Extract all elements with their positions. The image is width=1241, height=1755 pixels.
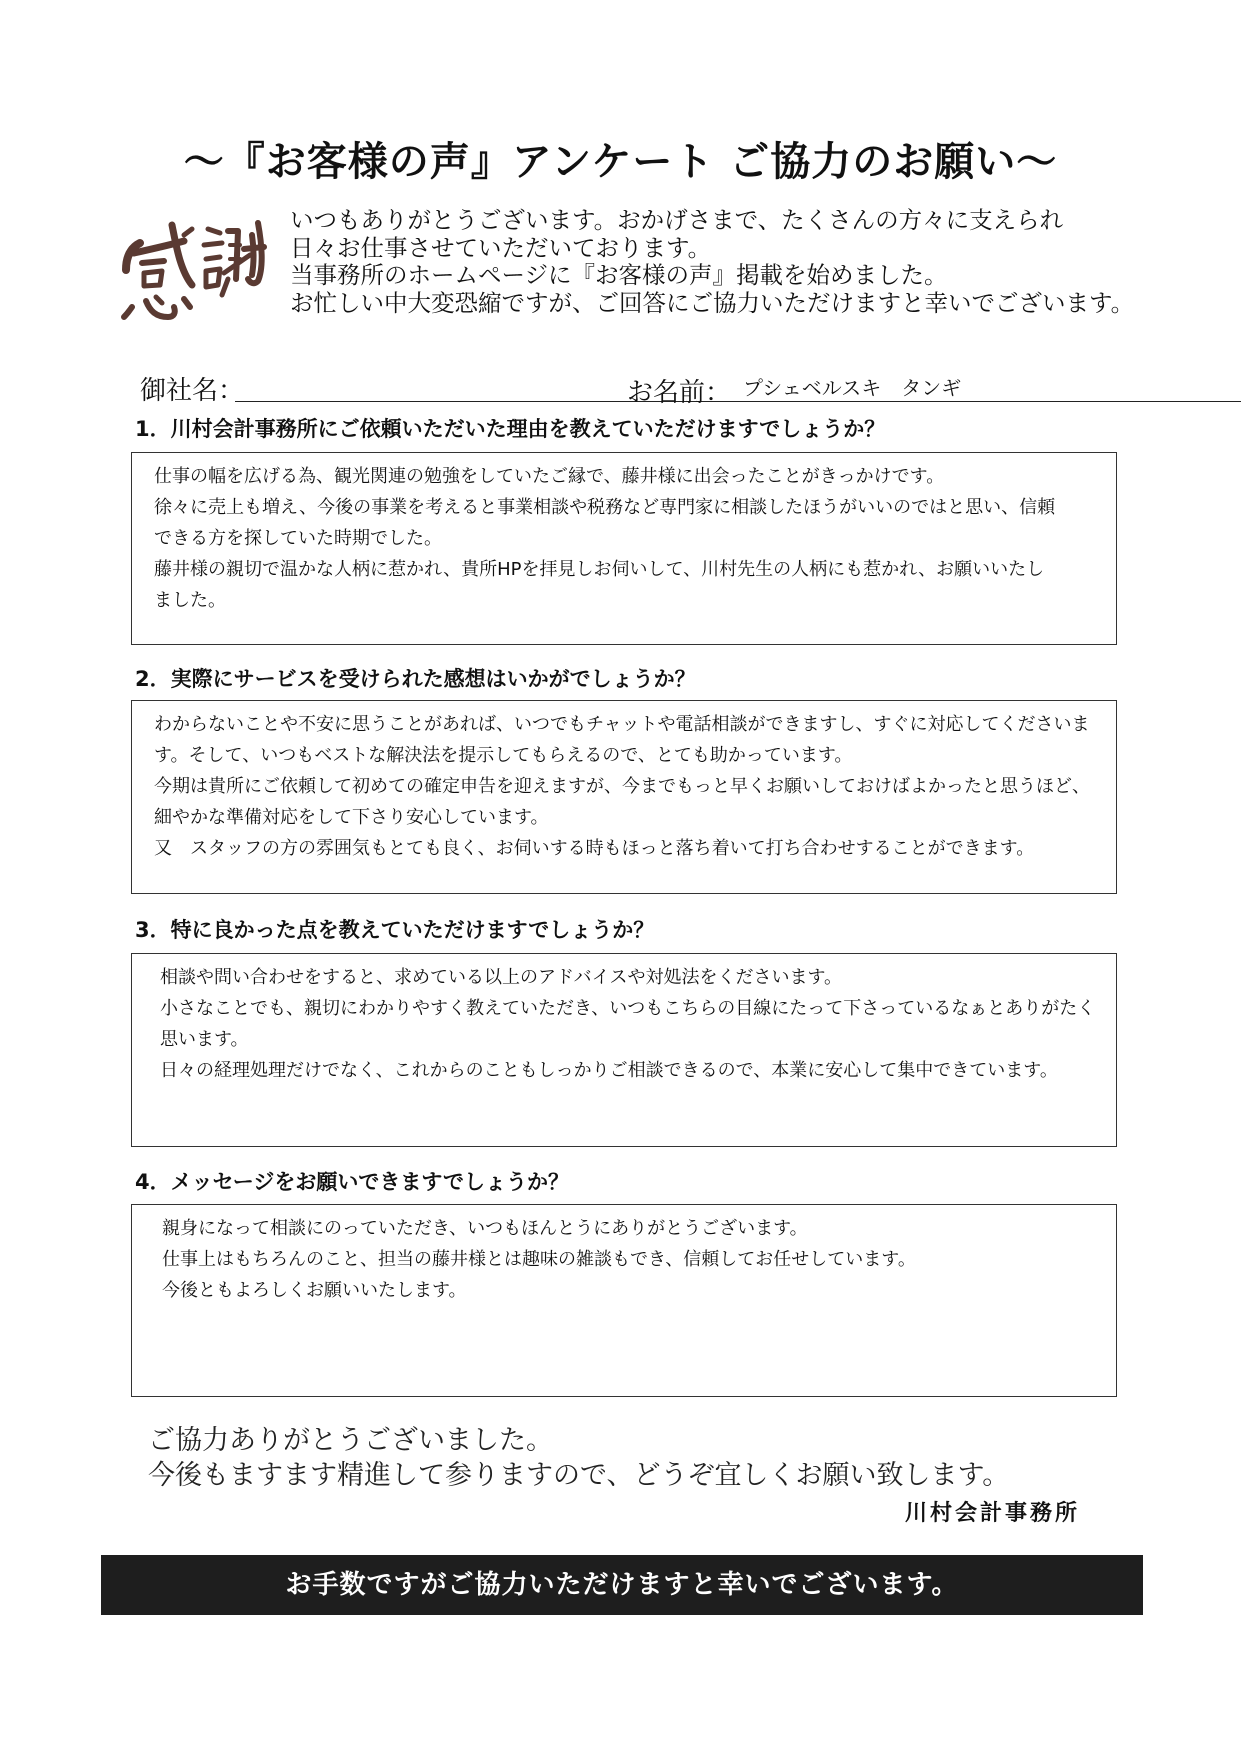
answer-line: 今後ともよろしくお願いいたします。 [162, 1280, 467, 1301]
answer-line: す。そして、いつもベストな解決法を提示してもらえるので、とても助かっています。 [154, 745, 853, 766]
answer-line: 藤井様の親切で温かな人柄に惹かれ、貴所HPを拝見しお伺いして、川村先生の人柄にも惹かれ、お願いいたし [154, 559, 1045, 580]
answer-line: わからないことや不安に思うことがあれば、いつでもチャットや電話相談ができますし、すぐに対応してくださいま [154, 714, 1090, 735]
answer-line: 仕事の幅を広げる為、観光関連の勉強をしていたご縁で、藤井様に出会ったことがきっかけです。 [154, 466, 945, 487]
intro-line: 日々お仕事させていただいております。 [290, 233, 712, 262]
intro-line: お忙しい中大変恐縮ですが、ご回答にご協力いただけますと幸いでございます。 [290, 288, 1135, 317]
person-name-value: プシェベルスキ タンギ [743, 376, 962, 400]
answer-line: 細やかな準備対応をして下さり安心しています。 [154, 807, 549, 828]
answer-line: 思います。 [160, 1029, 249, 1050]
answer-line: 又 スタッフの方の雰囲気もとても良く、お伺いする時もほっと落ち着いて打ち合わせすることができます。 [154, 838, 1035, 859]
kansha-calligraphy-logo [112, 215, 272, 330]
question-2-heading: 2．実際にサービスを受けられた感想はいかがでしょうか？ [135, 667, 696, 691]
answer-line: 日々の経理処理だけでなく、これからのこともしっかりご相談できるので、本業に安心して集中できています。 [160, 1060, 1058, 1081]
answer-line: 徐々に売上も増え、今後の事業を考えると事業相談や税務など専門家に相談したほうがいいのではと思い、信頼 [154, 497, 1056, 518]
question-4-answer-box [131, 1204, 1117, 1397]
company-name-label: 御社名： [140, 376, 245, 406]
office-signature: 川村会計事務所 [905, 1500, 1081, 1526]
answer-line: 親身になって相談にのっていただき、いつもほんとうにありがとうございます。 [162, 1218, 808, 1239]
footer-banner: お手数ですがご協力いただけますと幸いでございます。 [101, 1555, 1143, 1615]
question-3-answer-box [131, 953, 1117, 1147]
answer-line: 仕事上はもちろんのこと、担当の藤井様とは趣味の雑談もでき、信頼してお任せしています。 [162, 1249, 916, 1270]
person-name-field-underline [745, 401, 1241, 402]
answer-line: できる方を探していた時期でした。 [154, 528, 442, 549]
intro-line: いつもありがとうございます。おかげさまで、たくさんの方々に支えられ [290, 206, 1064, 234]
respondent-info-row [135, 368, 1115, 408]
closing-line: 今後もますます精進して参りますので、どうぞ宜しくお願い致します。 [148, 1460, 1010, 1491]
intro-line: 当事務所のホームページに『お客様の声』掲載を始めました。 [290, 261, 948, 289]
closing-line: ご協力ありがとうございました。 [148, 1425, 553, 1456]
answer-line: 小さなことでも、親切にわかりやすく教えていただき、いつもこちらの目線にたって下さっているなぁとありがたく [160, 998, 1096, 1019]
answer-line: 今期は貴所にご依頼して初めての確定申告を迎えますが、今までもっと早くお願いしておけばよかったと思うほど、 [154, 776, 1090, 797]
question-4-heading: 4．メッセージをお願いできますでしょうか？ [135, 1170, 569, 1194]
person-name-label: お名前： [627, 378, 732, 408]
question-1-answer-box [131, 452, 1117, 645]
question-2-answer-box [131, 700, 1117, 894]
question-3-heading: 3．特に良かった点を教えていただけますでしょうか？ [135, 918, 655, 942]
intro-message [290, 207, 1170, 317]
closing-message [148, 1423, 1009, 1493]
answer-line: 相談や問い合わせをすると、求めている以上のアドバイスや対処法をくださいます。 [160, 967, 843, 988]
page-title: ～『お客様の声』アンケート ご協力のお願い～ [183, 139, 1058, 185]
answer-line: ました。 [154, 590, 226, 611]
question-1-heading: 1．川村会計事務所にご依頼いただいた理由を教えていただけますでしょうか？ [135, 417, 886, 441]
